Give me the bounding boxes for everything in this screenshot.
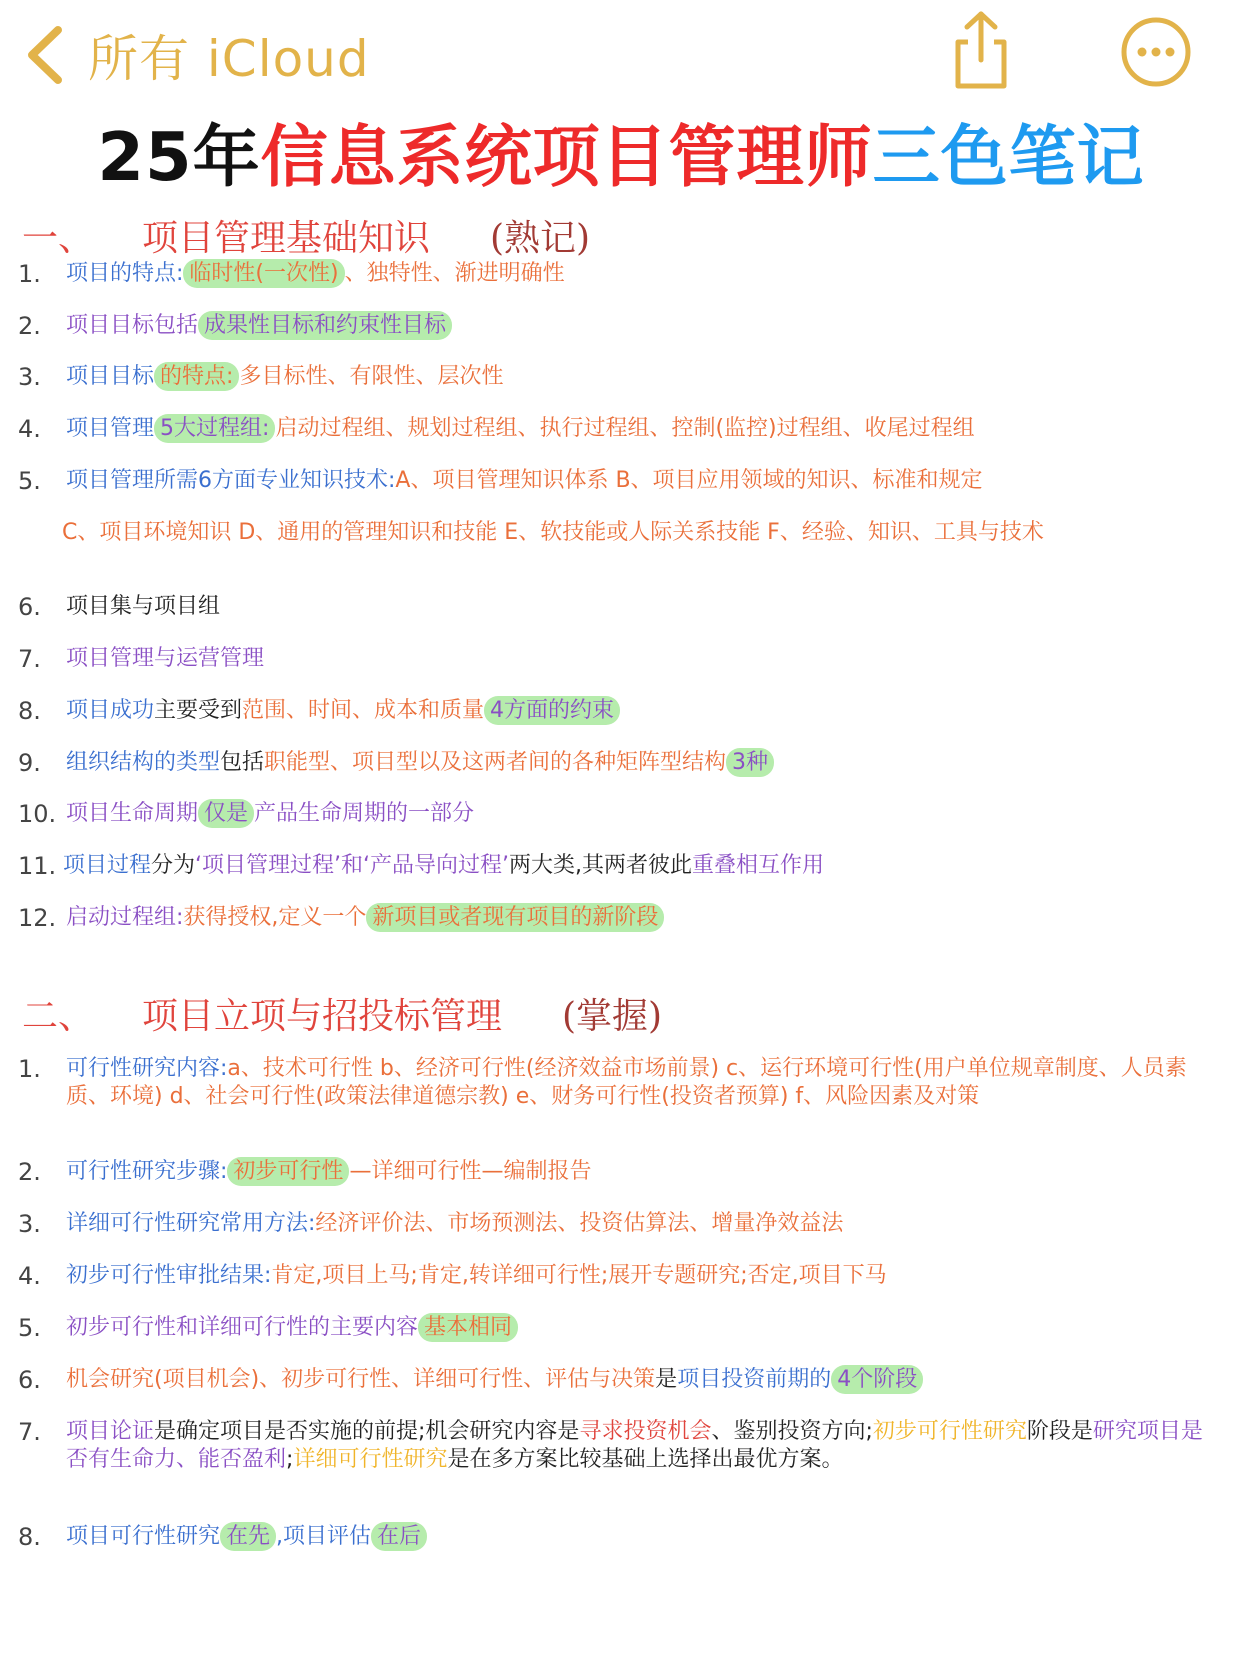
item-connector-2: 、鉴别投资方向; [711, 1419, 873, 1444]
item-label: 项目生命周期 [66, 801, 199, 826]
item-text: 经济评价法、市场预测法、投资估算法、增量净效益法 [315, 1211, 844, 1236]
item-connector: 是确定项目是否实施的前提;机会研究内容是 [154, 1419, 580, 1444]
highlight: 初步可行性 [227, 1157, 349, 1186]
item-number: 9. [18, 749, 41, 777]
item-text: 项目投资前期的 [677, 1367, 832, 1392]
item-text: 职能型、项目型以及这两者间的各种矩阵型结构 [264, 750, 727, 775]
item-text: ‘项目管理过程’和‘产品导向过程’ [195, 853, 510, 878]
item-label: 初步可行性和详细可行性的主要内容 [66, 1315, 419, 1340]
item-label: 初步可行性审批结果: [66, 1263, 272, 1288]
item-number: 6. [18, 593, 41, 621]
highlight: 新项目或者现有项目的新阶段 [366, 903, 664, 932]
item-text: 肯定,项目上马;肯定,转详细可行性;展开专题研究;否定,项目下马 [271, 1263, 887, 1288]
item-label: 启动过程组: [66, 905, 184, 930]
item-number: 4. [18, 415, 41, 443]
item-label: 机会研究(项目机会)、初步可行性、详细可行性、评估与决策 [66, 1367, 656, 1392]
item-number: 8. [18, 697, 41, 725]
item-number: 7. [18, 1418, 41, 1446]
back-button[interactable] [22, 20, 370, 90]
item-number: 5. [18, 1314, 41, 1342]
section-note: (熟记) [490, 218, 591, 259]
item-continuation: C、项目环境知识 D、通用的管理知识和技能 E、软技能或人际关系技能 F、经验、知识、工具与技术 [62, 520, 1044, 545]
item-label: 可行性研究步骤: [66, 1159, 228, 1184]
item-number: 3. [18, 1210, 41, 1238]
item-text: 研究项目是否有生命力、能否盈利 [66, 1419, 1203, 1472]
item-text: 获得授权,定义一个 [183, 905, 367, 930]
item-label: 项目集与项目组 [66, 594, 221, 619]
item-number: 5. [18, 467, 41, 495]
item-text: a、技术可行性 b、经济可行性(经济效益市场前景) c、运行环境可行性(用户单位规章制度、人员素质、环境) d、社会可行性(政策法律道德宗教) e、财务可行性(投资者预算) f、风险因素及对策 [66, 1056, 1187, 1109]
item-connector-4: ; [286, 1447, 294, 1472]
highlight: 4个阶段 [831, 1365, 923, 1394]
item-connector-2: 两大类,其两者彼此 [509, 853, 693, 878]
highlight: 在先 [220, 1522, 276, 1551]
highlight: 在后 [371, 1522, 427, 1551]
item-connector: 分为 [151, 853, 196, 878]
item-label: 组织结构的类型 [66, 750, 221, 775]
item-number: 12. [18, 904, 57, 932]
item-number: 2. [18, 312, 41, 340]
item-label: 项目管理所需6方面专业知识技术: [66, 468, 396, 493]
item-connector-3: 阶段是 [1026, 1419, 1093, 1444]
item-number: 11. [18, 852, 57, 880]
item-emphasis-2: 初步可行性研究 [872, 1419, 1027, 1444]
title-tricolor: 三色笔记 [872, 118, 1145, 196]
section-number: 二、 [22, 996, 95, 1037]
highlight: 基本相同 [418, 1313, 518, 1342]
title-year: 25年 [97, 118, 261, 196]
item-number: 10. [18, 800, 57, 828]
more-icon [1120, 16, 1192, 88]
item-label: 项目的特点: [66, 261, 184, 286]
item-label: 项目管理 [66, 416, 155, 441]
item-number: 1. [18, 260, 41, 288]
highlight: 仅是 [198, 799, 254, 828]
item-text: 启动过程组、规划过程组、执行过程组、控制(监控)过程组、收尾过程组 [275, 416, 975, 441]
item-number: 7. [18, 645, 41, 673]
item-number: 6. [18, 1366, 41, 1394]
highlight: 临时性(一次性) [183, 259, 344, 288]
item-label: 详细可行性研究常用方法: [66, 1211, 316, 1236]
item-emphasis-3: 详细可行性研究 [293, 1447, 448, 1472]
item-connector-5: 是在多方案比较基础上选择出最优方案。 [447, 1447, 844, 1472]
highlight: 成果性目标和约束性目标 [198, 311, 452, 340]
item-label: 项目目标 [66, 364, 155, 389]
item-number: 8. [18, 1523, 41, 1551]
highlight: 4方面的约束 [484, 696, 620, 725]
item-label: 项目目标包括 [66, 313, 199, 338]
item-text: 范围、时间、成本和质量 [242, 698, 485, 723]
item-number: 2. [18, 1158, 41, 1186]
item-emphasis: 重叠相互作用 [692, 853, 825, 878]
section-heading-2 [22, 988, 662, 1039]
item-label: 可行性研究内容: [66, 1056, 228, 1081]
item-text: A、项目管理知识体系 B、项目应用领域的知识、标准和规定 [395, 468, 983, 493]
item-connector: 是 [655, 1367, 678, 1392]
section-note: (掌握) [562, 996, 663, 1037]
back-label: 所有 iCloud [88, 30, 370, 88]
section-number: 一、 [22, 218, 95, 259]
item-label: 项目可行性研究 [66, 1524, 221, 1549]
item-connector: 包括 [220, 750, 265, 775]
chevron-left-icon [22, 24, 68, 86]
section-heading-1 [22, 210, 590, 261]
item-number: 3. [18, 363, 41, 391]
item-text: —详细可行性—编制报告 [349, 1159, 592, 1184]
note-title [0, 104, 1242, 200]
item-label: 项目成功 [66, 698, 155, 723]
highlight: 3种 [726, 748, 774, 777]
item-connector: 主要受到 [154, 698, 243, 723]
share-icon [946, 8, 1016, 92]
more-button[interactable] [1120, 16, 1192, 88]
title-subject: 信息系统项目管理师 [260, 118, 873, 196]
item-emphasis-1: 寻求投资机会 [579, 1419, 712, 1444]
item-text: ,项目评估 [276, 1524, 372, 1549]
item-number: 4. [18, 1262, 41, 1290]
item-label: 项目管理与运营管理 [66, 646, 265, 671]
item-text: 多目标性、有限性、层次性 [239, 364, 504, 389]
item-label: 项目过程 [63, 853, 152, 878]
navigation-bar [0, 0, 1242, 100]
item-text: 、独特性、渐进明确性 [344, 261, 565, 286]
item-number: 1. [18, 1055, 41, 1083]
share-button[interactable] [946, 8, 1016, 92]
highlight: 的特点: [154, 362, 239, 391]
item-label: 项目论证 [66, 1419, 155, 1444]
section-title: 项目立项与招投标管理 [142, 996, 503, 1037]
item-text: 产品生命周期的一部分 [254, 801, 475, 826]
highlight: 5大过程组: [154, 414, 275, 443]
section-title: 项目管理基础知识 [142, 218, 431, 259]
